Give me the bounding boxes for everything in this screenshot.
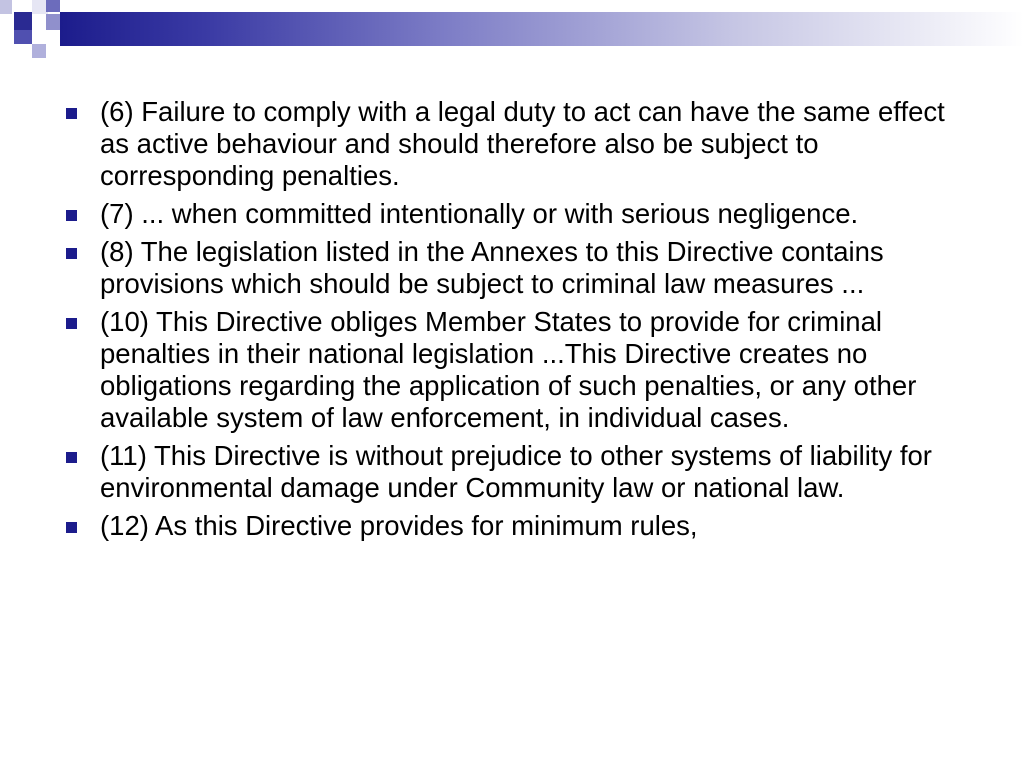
decorative-square-icon [46, 0, 60, 12]
bullet-item [62, 510, 972, 542]
bullet-item [62, 96, 972, 192]
square-bullet-icon [66, 108, 77, 119]
bullet-item [62, 198, 972, 230]
decorative-square-icon [0, 30, 14, 46]
bullet-item [62, 236, 972, 300]
decorative-square-icon [32, 44, 46, 58]
bullet-text: (7) ... when committed intentionally or with serious negligence. [100, 198, 859, 229]
square-bullet-icon [66, 248, 77, 259]
bullet-item [62, 440, 972, 504]
decorative-square-icon [0, 0, 12, 14]
bullet-text: (10) This Directive obliges Member States to provide for criminal penalties in their national legislation ...This Directive creates no obligations regarding the application of such penalties, or any other available system of law enforcement, in individual cases. [100, 306, 917, 433]
header-gradient-bar [60, 12, 1024, 46]
square-bullet-icon [66, 318, 77, 329]
bullet-item [62, 306, 972, 434]
decorative-square-icon [14, 30, 32, 44]
decorative-square-icon [14, 12, 32, 30]
bullet-text: (11) This Directive is without prejudice to other systems of liability for environmental damage under Community law or national law. [100, 440, 932, 503]
bullet-text: (12) As this Directive provides for minimum rules, [100, 510, 698, 541]
bullet-list [62, 96, 972, 548]
square-bullet-icon [66, 210, 77, 221]
square-bullet-icon [66, 522, 77, 533]
decorative-square-icon [46, 14, 60, 30]
square-bullet-icon [66, 452, 77, 463]
bullet-text: (6) Failure to comply with a legal duty to act can have the same effect as active behaviour and should therefore also be subject to corresponding penalties. [100, 96, 945, 191]
bullet-text: (8) The legislation listed in the Annexes to this Directive contains provisions which should be subject to criminal law measures ... [100, 236, 884, 299]
